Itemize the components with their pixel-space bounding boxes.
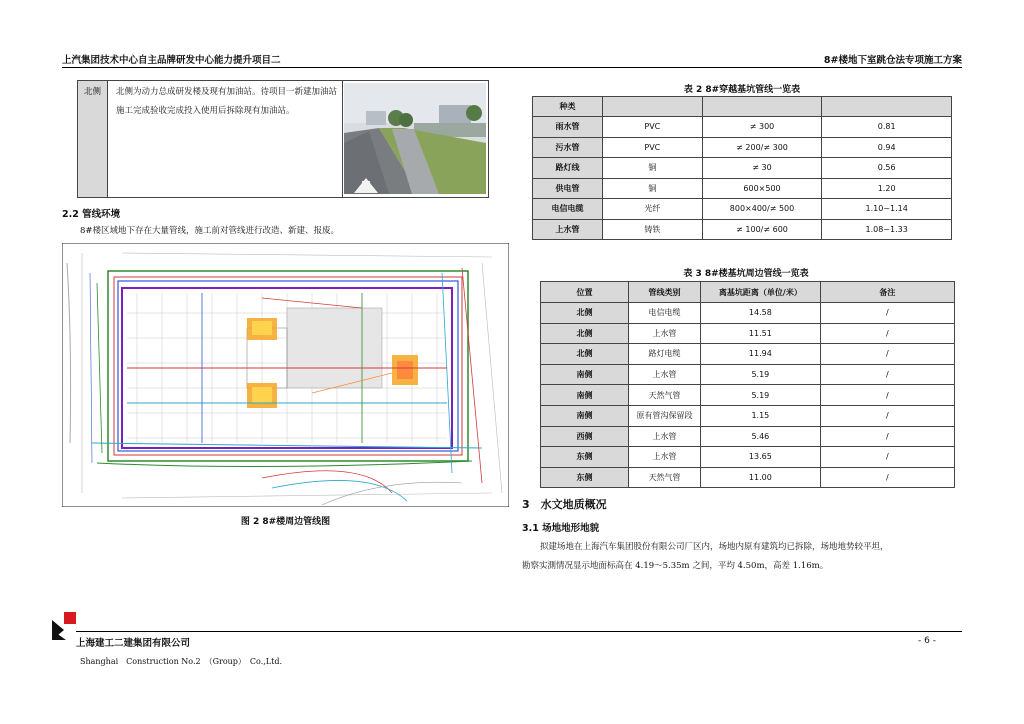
table3-cell: 北侧: [541, 344, 629, 365]
table3-cell: 11.00: [701, 467, 821, 488]
table3-cell: /: [820, 303, 954, 324]
table2-cell: 铸铁: [603, 219, 703, 240]
header-rule: [62, 67, 962, 68]
north-side-table: [77, 80, 489, 198]
table-row: [541, 467, 955, 488]
table2-cell: PVC: [603, 137, 703, 158]
table-row: [533, 219, 952, 240]
table2-cell: ≠ 200/≠ 300: [702, 137, 822, 158]
table3-cell: /: [820, 467, 954, 488]
table3-cell: 5.19: [701, 385, 821, 406]
table3-cell: 11.51: [701, 323, 821, 344]
table2-cell: 1.10~1.14: [822, 199, 952, 220]
section-2-2-heading: 2.2 管线环境: [62, 209, 121, 220]
table3-cell: 14.58: [701, 303, 821, 324]
table3-cell: 1.15: [701, 405, 821, 426]
table2-cell: 1.08~1.33: [822, 219, 952, 240]
table3-cell: 北侧: [541, 323, 629, 344]
section-3-1-heading: 3.1 场地地形地貌: [522, 523, 600, 534]
company-logo: [52, 612, 76, 642]
footer-rule: [76, 631, 962, 632]
table-row: [541, 426, 955, 447]
table3-cell: 东侧: [541, 447, 629, 468]
table-row: [533, 117, 952, 138]
table3-cell: 原有管沟保留段: [628, 405, 700, 426]
table2-header-cell: [603, 97, 703, 117]
table2-header-cell: 种类: [533, 97, 603, 117]
table-row: [533, 137, 952, 158]
table3-header-cell: 管线类别: [628, 282, 700, 303]
table3-header-cell: 备注: [820, 282, 954, 303]
table3-cell: 上水管: [628, 323, 700, 344]
table3-cell: 天然气管: [628, 385, 700, 406]
table3-header-cell: 离基坑距离（单位/米）: [701, 282, 821, 303]
table3-cell: /: [820, 364, 954, 385]
table3-cell: /: [820, 426, 954, 447]
table3-cell: 电信电缆: [628, 303, 700, 324]
table-row: [533, 158, 952, 179]
north-side-label: 北侧: [78, 81, 108, 197]
table3-cell: 南侧: [541, 385, 629, 406]
section-3-1-text-line2: 勘察实測情况显示地面标高在 4.19～5.35m 之间，平均 4.50m，高差 1.16m。: [522, 561, 829, 571]
table3-cell: 东侧: [541, 467, 629, 488]
table2-cell: 0.94: [822, 137, 952, 158]
page-number: - 6 -: [918, 636, 936, 646]
table-row: [533, 178, 952, 199]
table2-header-cell: [702, 97, 822, 117]
table3-cell: /: [820, 405, 954, 426]
table2-cell: 上水管: [533, 219, 603, 240]
table2: [532, 96, 952, 240]
section-3-heading: 3 水文地质概况: [522, 498, 607, 511]
table-row: [541, 364, 955, 385]
table3-caption: 表 3 8#楼基坑周边管线一览表: [683, 269, 809, 279]
table2-caption: 表 2 8#穿越基坑管线一览表: [683, 85, 801, 95]
footer-company-en: Shanghai Construction No.2 （Group） Co.,Ltd.: [80, 657, 282, 666]
table3-cell: /: [820, 447, 954, 468]
table-row: [541, 447, 955, 468]
table3-cell: 南侧: [541, 405, 629, 426]
table3-cell: 南侧: [541, 364, 629, 385]
table3-cell: 5.46: [701, 426, 821, 447]
section-3-1-text-line1: 拟建场地在上海汽车集团股份有限公司厂区内，场地内原有建筑均已拆除，场地地势较平坦，: [540, 542, 889, 552]
table3: [540, 281, 955, 488]
table2-cell: ≠ 300: [702, 117, 822, 138]
table2-cell: 600×500: [702, 178, 822, 199]
table2-cell: 光纤: [603, 199, 703, 220]
table2-cell: 1.20: [822, 178, 952, 199]
table3-cell: 路灯电缆: [628, 344, 700, 365]
table2-cell: 0.56: [822, 158, 952, 179]
table2-cell: 铜: [603, 178, 703, 199]
section-2-2-text: 8#楼区域地下存在大量管线，施工前对管线进行改造、新建、报废。: [80, 226, 340, 236]
table-row: [541, 344, 955, 365]
table2-cell: ≠ 100/≠ 600: [702, 219, 822, 240]
figure-caption: 图 2 8#楼周边管线图: [240, 517, 331, 527]
table2-cell: 路灯线: [533, 158, 603, 179]
table3-header-cell: 位置: [541, 282, 629, 303]
table3-cell: 11.94: [701, 344, 821, 365]
table3-cell: /: [820, 385, 954, 406]
table-row: [533, 199, 952, 220]
table-row: [541, 303, 955, 324]
table3-cell: 5.19: [701, 364, 821, 385]
pipeline-drawing: [62, 243, 509, 507]
table3-cell: 上水管: [628, 364, 700, 385]
header-left-title: 上汽集团技术中心自主品牌研发中心能力提升项目二: [62, 55, 281, 66]
table2-cell: ≠ 30: [702, 158, 822, 179]
table-row: [541, 323, 955, 344]
table-row: [541, 385, 955, 406]
table2-cell: PVC: [603, 117, 703, 138]
table3-cell: 北侧: [541, 303, 629, 324]
site-photo: [344, 83, 486, 194]
table2-cell: 污水管: [533, 137, 603, 158]
table3-cell: /: [820, 323, 954, 344]
north-side-text: 北侧为动力总成研发楼及现有加油站。待项目一新建加油站施工完成验收完成投入使用后拆除现有加油站。: [116, 87, 338, 116]
table2-cell: 0.81: [822, 117, 952, 138]
footer-company-cn: 上海建工二建集团有限公司: [76, 638, 191, 649]
table3-cell: 天然气管: [628, 467, 700, 488]
table2-header-row: [533, 97, 952, 117]
table3-cell: 西侧: [541, 426, 629, 447]
table3-cell: 13.65: [701, 447, 821, 468]
table3-cell: 上水管: [628, 426, 700, 447]
table3-cell: /: [820, 344, 954, 365]
table2-cell: 800×400/≠ 500: [702, 199, 822, 220]
header-right-title: 8#楼地下室跳仓法专项施工方案: [823, 55, 962, 66]
table2-cell: 供电管: [533, 178, 603, 199]
table3-cell: 上水管: [628, 447, 700, 468]
table2-header-cell: [822, 97, 952, 117]
table2-cell: 铜: [603, 158, 703, 179]
table2-cell: 电信电缆: [533, 199, 603, 220]
table-row: [541, 405, 955, 426]
table2-cell: 雨水管: [533, 117, 603, 138]
table3-header-row: [541, 282, 955, 303]
